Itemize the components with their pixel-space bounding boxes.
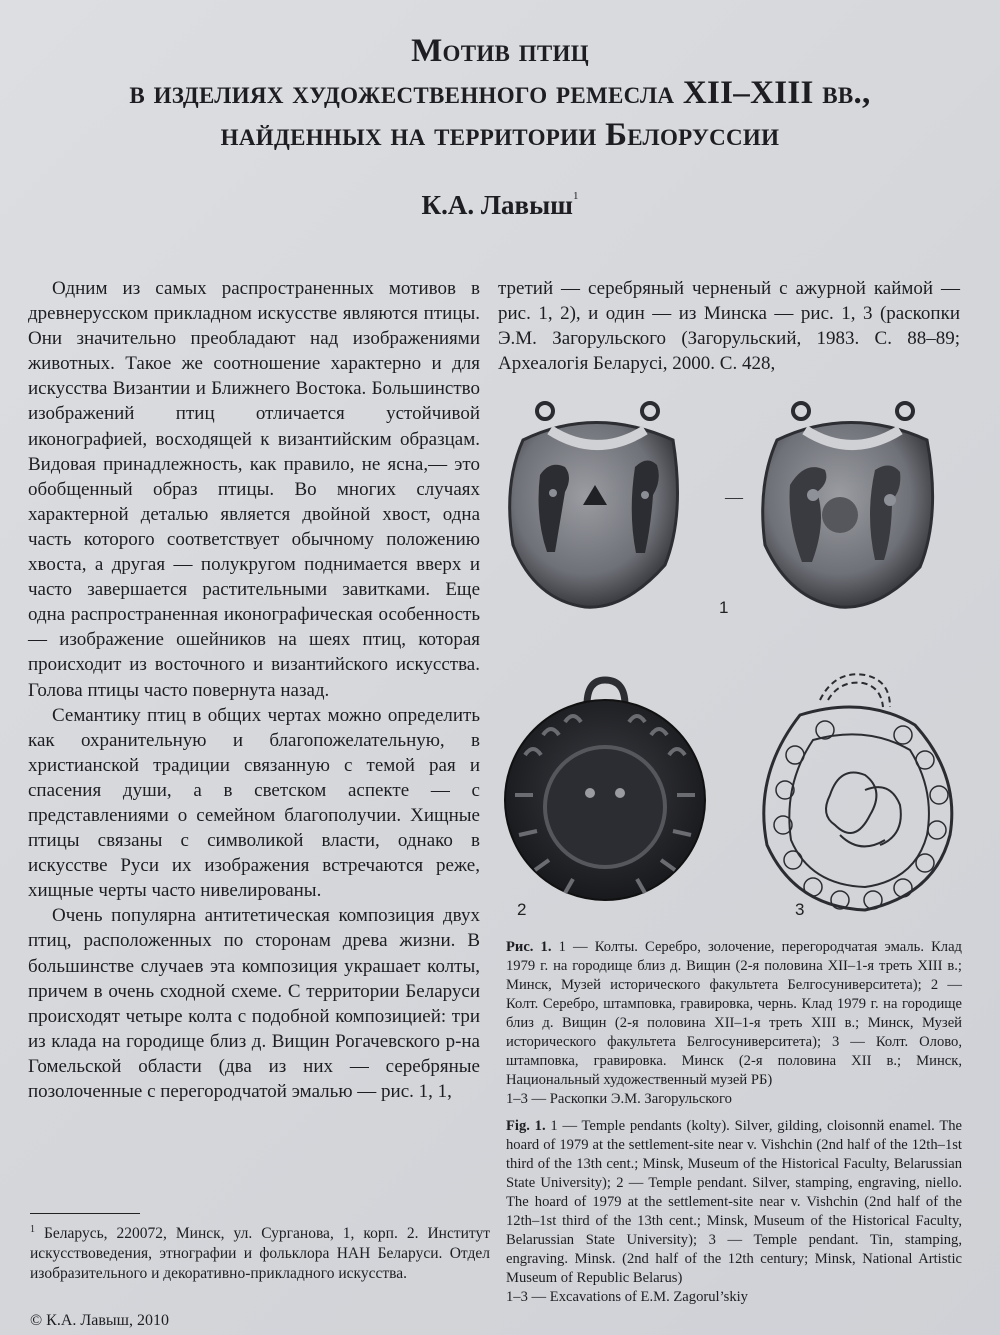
pendant-1b-image <box>763 403 933 607</box>
figure-label-3: 3 <box>795 900 805 919</box>
caption-ru <box>506 938 962 1090</box>
title-line-3: найденных на территории Белоруссии <box>220 117 780 153</box>
author <box>0 190 1000 221</box>
title-line-1: Мотив птиц <box>411 33 589 69</box>
footnote <box>30 1220 490 1284</box>
caption-en-text: 1 — Temple pendants (kolty). Silver, gilding, cloisonnй enamel. The hoard of 1979 at the settlement-site near v. Vishchin (2nd half of the 12th–1st third of the 13th cent.; Minsk, Museum of the Historical Faculty, Belarussian State University); 2 — Temple pendant. Silver, stamping, engraving, niello. The hoard of 1979 at the settlement-site near v. Vishchin (2nd half of the 12th–1st third of the 13th cent.; Minsk, Museum of the Historical Faculty, Belarussian State University); 3 — Temple pendant. Tin, stamping, engraving. Minsk. (2nd half of the 12th century; Minsk, National Artistic Museum of Republic Belarus) <box>506 1118 963 1286</box>
footnote-divider <box>30 1213 140 1214</box>
footnote-mark: 1 <box>30 1224 35 1235</box>
caption-en <box>506 1117 962 1288</box>
caption-ru-excavations: 1–3 — Раскопки Э.М. Загорульского <box>506 1091 732 1107</box>
paragraph-2: Семантику птиц в общих чертах можно определить как охранительную и благопожелательную, в христианской традиции связанную с темой рая и спасения души, а в светском аспекте — с представлениями о семейном благополучии. Хищные птицы связаны с символикой власти, однако в искусстве Руси их изображения встречаются реже, хищные черты часто нивелированы. <box>28 704 480 902</box>
paragraph-3: Очень популярна антитетическая композиция двух птиц, расположенных по сторонам древа жизни. В большинстве случаев эта композиция украшает колты, причем в очень сходной схеме. С территории Беларуси происходят четыре колта с подобной композицией: три из клада на городище близ д. Вищин Рогачевского р-на Гомельской области (два из них — серебряные позолоченные с перегородчатой эмалью — рис. 1, 1, <box>28 905 480 1102</box>
caption-ru-text: 1 — Колты. Серебро, золочение, перегородчатая эмаль. Клад 1979 г. на городище близ д. Вищин (2-я половина XII–1-я треть XIII в.; Минск, Музей исторического факультета Белгосуниверситета); 2 — Колт. Серебро, штамповка, гравировка, чернь. Клад 1979 г. на городище близ д. Вищин (2-я половина XII–1-я треть XIII в.; Минск, Музей исторического факультета Белгосуниверситета); 3 — Колт. Олово, штамповка, гравировка. Минск (2-я половина XII в.; Минск, Национальный художественный музей РБ) <box>506 939 962 1088</box>
pendant-1a-image <box>510 403 678 607</box>
caption-en-head: Fig. 1. <box>506 1118 546 1134</box>
pendant-3-image <box>764 674 952 910</box>
title-line-2: в изделиях художественного ремесла XII–XIII вв., <box>129 75 871 111</box>
figure-dash: — <box>725 487 743 507</box>
author-name: К.А. Лавыш <box>421 190 573 220</box>
copyright: © К.А. Лавыш, 2010 <box>30 1312 169 1329</box>
figure-label-2: 2 <box>517 900 527 919</box>
figure-illustrations <box>495 395 960 935</box>
paragraph-1: Одним из самых распространенных мотивов в древнерусском прикладном искусстве являются птицы. Они значительно преобладают над изображениями животных. Такое же соотношение характерно и для искусства Византии и Ближнего Востока. Большинство изображений птиц отличается устойчивой иконографией, восходящей к византийским образцам. Видовая принадлежность, как правило, не ясна,— это обобщенный образ птицы. Во многих случаях характерной деталью является двойной хвост, одна часть которого соответствует обычному положению хвоста, а другая — полукругом поднимается вверх и часто завершается растительными завитками. Еще одна распространенная иконографическая особенность — изображение ошейников на шеях птиц, которая происходит из восточного и византийского искусства. Голова птицы часто повернута назад. <box>28 278 480 701</box>
right-column-text <box>498 276 960 376</box>
figure-label-1: 1 <box>719 598 729 617</box>
figure-1 <box>495 395 960 935</box>
pendant-2-image <box>505 680 705 900</box>
article-title <box>0 30 1000 156</box>
caption-ru-head: Рис. 1. <box>506 939 552 955</box>
left-column <box>28 276 480 1104</box>
author-footnote-mark: 1 <box>572 190 579 202</box>
caption-en-excavations: 1–3 — Excavations of E.M. Zagorul’skiy <box>506 1289 748 1305</box>
figure-caption <box>506 938 962 1307</box>
footnote-text: Беларусь, 220072, Минск, ул. Сурганова, 1, корп. 2. Институт искусствоведения, этнографии и фольклора НАН Беларуси. Отдел изобразительного и декоративно-прикладного искусства. <box>30 1225 490 1283</box>
paragraph-4: третий — серебряный черненый с ажурной каймой — рис. 1, 2), и один — из Минска — рис. 1, 3 (раскопки Э.М. Загорульского (Загорульский, 1983. С. 88–89; Археалогія Беларусі, 2000. С. 428, <box>498 278 960 375</box>
